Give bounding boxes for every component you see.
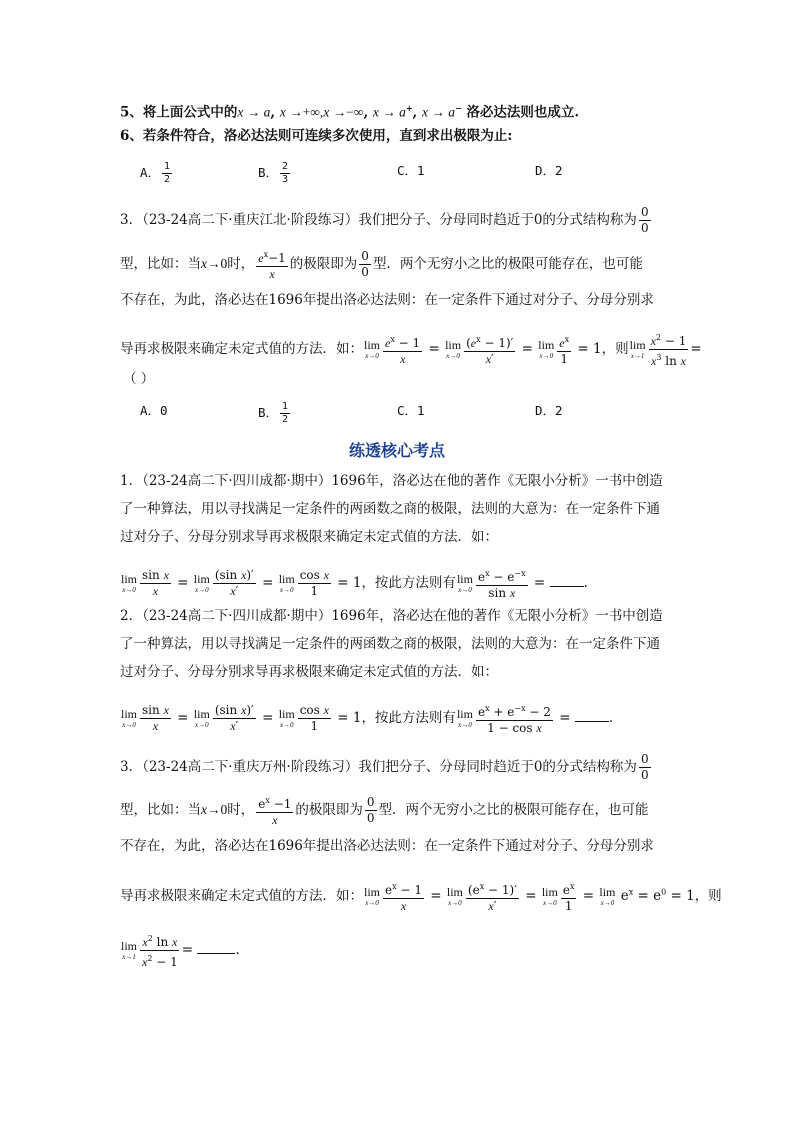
choice-d[interactable]: D．2: [535, 163, 563, 178]
q3b-line3: 不存在，为此，洛必达在1696年提出洛必达法则：在一定条件下通过对分子、分母分别求: [120, 838, 654, 854]
q2-line1: 2．（23-24高二下·四川成都·期中）1696年，洛必达在他的著作《无限小分析》一书中创造: [120, 608, 663, 624]
q3a-choice-d[interactable]: D．2: [535, 403, 563, 418]
q1-line3: 过对分子、分母分别求导再求极限来确定未定式值的方法．如：: [120, 529, 498, 545]
answer-blank[interactable]: [550, 574, 584, 587]
choice-b[interactable]: B． $\frac{2}{3}$: [258, 161, 289, 185]
q3a-line4: 导再求极限来确定未定式值的方法．如： lim x→0 $\frac{e^x - 1}{x}$ = lim x→0 $\frac{(e^x - 1)'}{x'}$ = lim x→0 $\frac{e^x}{1}$ = 1，则 lim x→1 $\frac{x^2 - 1}{x^3 \ln x}$ =: [120, 330, 702, 369]
q3a-line1: 3．（23-24高二下·重庆江北·阶段练习）我们把分子、分母同时趋近于0的分式结构称为 $\frac{0}{0}$: [120, 205, 649, 235]
q3a-choice-c[interactable]: C．1: [397, 403, 425, 418]
q2-line2: 了一种算法，用以寻找满足一定条件的两函数之商的极限，法则的大意为：在一定条件下通: [120, 636, 660, 652]
answer-blank[interactable]: [197, 941, 235, 954]
q3b-line1: 3．（23-24高二下·重庆万州·阶段练习）我们把分子、分母同时趋近于0的分式结构称为 $\frac{0}{0}$: [120, 752, 649, 782]
q3a-line2: 型，比如：当x→0时， $\frac{e^x-1}{x}$ 的极限即为 $\frac{0}{0}$ 型．两个无穷小之比的极限可能存在，也可能: [120, 249, 643, 281]
choice-a[interactable]: A． $\frac{1}{2}$: [140, 161, 171, 185]
rule-6: 6、若条件符合，洛必达法则可连续多次使用，直到求出极限为止:: [120, 128, 513, 144]
q3b-line5: lim x→1 $\frac{x^2 \ln x}{x^2 - 1}$ = .: [120, 931, 240, 970]
q1-line1: 1．（23-24高二下·四川成都·期中）1696年，洛必达在他的著作《无限小分析》一书中创造: [120, 473, 663, 489]
q3a-choice-b[interactable]: B． $\frac{1}{2}$: [258, 401, 289, 425]
q3b-line4: 导再求极限来确定未定式值的方法．如： lim x→0 $\frac{e^x - 1}{x}$ = lim x→0 $\frac{(e^x - 1)'}{x'}$ = lim x→0 $\frac{e^x}{1}$ = lim x→0 $e^x = e^0 = 1$，则: [120, 879, 722, 914]
q3b-line2: 型，比如：当x→0时， $\frac{e^x -1}{x}$ 的极限即为 $\frac{0}{0}$ 型．两个无穷小之比的极限可能存在，也可能: [120, 795, 649, 827]
q1-line2: 了一种算法，用以寻找满足一定条件的两函数之商的极限，法则的大意为：在一定条件下通: [120, 501, 660, 517]
q3a-choice-a[interactable]: A．0: [140, 403, 168, 418]
rule-5: 5、将上面公式中的x → a, x →+∞,x →−∞, x → a+, x → a− 洛必达法则也成立.: [120, 103, 580, 121]
answer-paren: （ ）: [123, 371, 155, 387]
choice-c[interactable]: C．1: [397, 163, 425, 178]
section-title: 练透核心考点: [348, 441, 445, 460]
q3a-line3: 不存在，为此，洛必达在1696年提出洛必达法则：在一定条件下通过对分子、分母分别求: [120, 292, 654, 308]
q2-line4: lim x→0 $\frac{\text{sin x}}{x}$ = lim x→0 $\frac{\text{(sin x)′}}{x'}$ = lim x→0 $\frac{\text{cos x}}{1}$ = 1，按此方法则有 lim x→0 $\frac{e^x + e^{-x} - 2}{\text{1 − cos x}}$ = .: [121, 703, 614, 735]
q2-line3: 过对分子、分母分别求导再求极限来确定未定式值的方法．如：: [120, 664, 498, 680]
q1-line4: lim x→0 $\frac{\text{sin x}}{x}$ = lim x→0 $\frac{\text{(sin x)′}}{x'}$ = lim x→0 $\frac{\text{cos x}}{1}$ = 1，按此方法则有 lim x→0 $\frac{e^x - e^{-x}}{\text{sin x}}$ = .: [121, 568, 588, 600]
answer-blank[interactable]: [575, 709, 609, 722]
